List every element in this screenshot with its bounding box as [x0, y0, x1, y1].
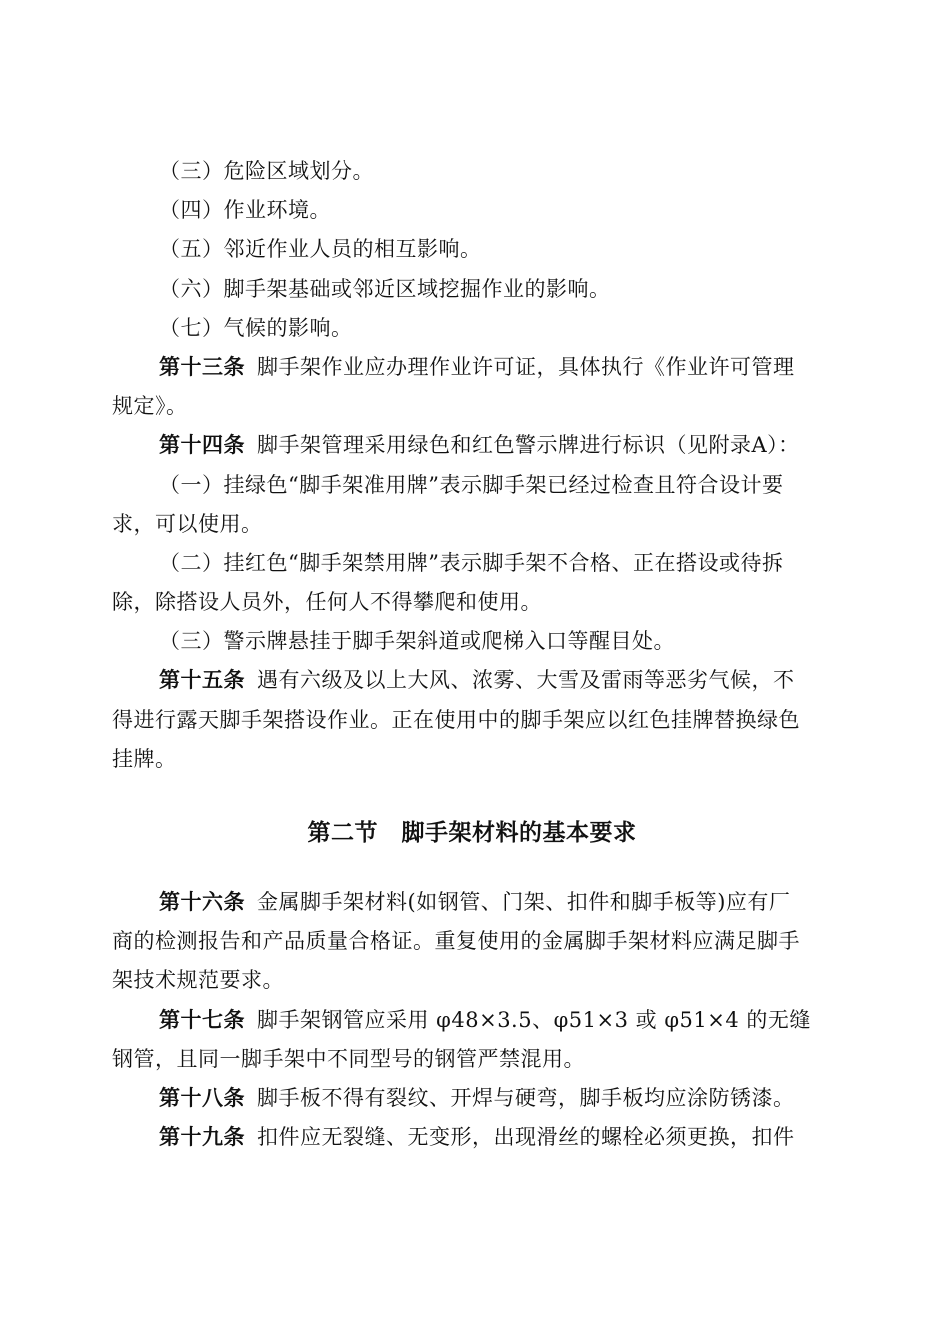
- article-15-line-3: 挂牌。: [112, 746, 177, 771]
- article-14-item-1-line-1: （一）挂绿色“脚手架准用牌”表示脚手架已经过检查且符合设计要: [159, 472, 784, 497]
- article-16-line-1: [112, 883, 832, 922]
- article-16-line-3: 架技术规范要求。: [112, 968, 284, 993]
- article-15-line-1: [112, 661, 832, 700]
- article-18-text: 脚手板不得有裂纹、开焊与硬弯，脚手板均应涂防锈漆。: [257, 1085, 795, 1110]
- article-15-label: 第十五条: [159, 668, 245, 693]
- section-heading: 第二节 脚手架材料的基本要求: [307, 820, 637, 846]
- article-14-item-2-line-2: 除，除搭设人员外，任何人不得攀爬和使用。: [112, 590, 542, 615]
- article-15-line-2: 得进行露天脚手架搭设作业。正在使用中的脚手架应以红色挂牌替换绿色: [112, 707, 800, 732]
- article-14-line-1: [112, 426, 832, 465]
- article-16-line-2: 商的检测报告和产品质量合格证。重复使用的金属脚手架材料应满足脚手: [112, 929, 800, 954]
- article-13-line-2: 规定》。: [112, 394, 188, 419]
- article-14-item-3: （三）警示牌悬挂于脚手架斜道或爬梯入口等醒目处。: [159, 629, 675, 654]
- article-17-label: 第十七条: [159, 1007, 245, 1032]
- article-14-label: 第十四条: [159, 433, 245, 458]
- article-17-line-1: [112, 1001, 832, 1040]
- article-15-text: 遇有六级及以上大风、浓雾、大雪及雷雨等恶劣气候，不: [257, 668, 795, 693]
- document-page: [112, 152, 832, 1157]
- article-14-item-1-line-2: 求，可以使用。: [112, 511, 263, 536]
- article-16-label: 第十六条: [159, 890, 245, 914]
- list-item-3: （三）危险区域划分。: [159, 159, 374, 183]
- article-17-text: 脚手架钢管应采用 φ48×3.5、φ51×3 或 φ51×4 的无缝: [257, 1007, 811, 1032]
- list-item-4: （四）作业环境。: [159, 198, 331, 223]
- list-item-7: （七）气候的影响。: [159, 315, 353, 340]
- article-13-text: 脚手架作业应办理作业许可证，具体执行《作业许可管理: [257, 354, 795, 379]
- article-17-line-2: 钢管，且同一脚手架中不同型号的钢管严禁混用。: [112, 1046, 585, 1071]
- article-19-line-1: [112, 1118, 832, 1157]
- article-19-label: 第十九条: [159, 1125, 245, 1150]
- article-14-item-2-line-1: （二）挂红色“脚手架禁用牌”表示脚手架不合格、正在搭设或待拆: [159, 550, 784, 575]
- article-19-text: 扣件应无裂缝、无变形，出现滑丝的螺栓必须更换，扣件: [257, 1125, 795, 1150]
- list-item-5: （五）邻近作业人员的相互影响。: [159, 237, 482, 262]
- article-13-line-1: [112, 348, 832, 387]
- article-18-label: 第十八条: [159, 1085, 245, 1110]
- article-18-line-1: [112, 1079, 832, 1118]
- list-item-6: （六）脚手架基础或邻近区域挖掘作业的影响。: [159, 276, 611, 301]
- article-13-label: 第十三条: [159, 354, 245, 379]
- article-16-text: 金属脚手架材料(如钢管、门架、扣件和脚手板等)应有厂: [257, 890, 791, 914]
- article-14-text: 脚手架管理采用绿色和红色警示牌进行标识（见附录A）：: [257, 433, 800, 458]
